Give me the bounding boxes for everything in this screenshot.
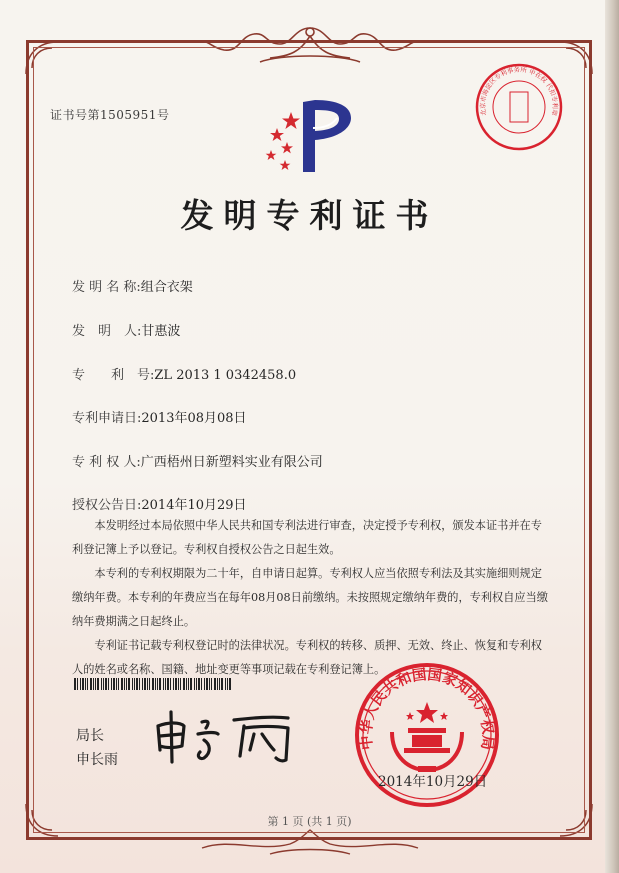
patent-office-logo-icon: [255, 98, 355, 176]
grant-date-field: [72, 494, 247, 513]
field-value: 广西梧州日新塑料实业有限公司: [140, 455, 323, 470]
signatory-block: [76, 724, 118, 772]
page-footer: 第 1 页 (共 1 页): [267, 815, 352, 828]
field-label: 发 明 名 称:: [72, 280, 141, 295]
field-label: 专 利 权 人:: [72, 455, 141, 470]
svg-text:北京市海淀区专利事务所 申在权 代扣专利章: [478, 65, 560, 118]
page-edge: [605, 0, 619, 873]
issue-date: 2014年10月29日: [378, 774, 488, 790]
agency-seal: [474, 62, 564, 152]
handwritten-signature: [148, 700, 308, 770]
paragraph: 本专利的专利权期限为二十年，自申请日起算。专利权人应当依照专利法及其实施细则规定缴纳年费。本专利的年费应当在每年08月08日前缴纳。未按照规定缴纳年费的，专利权自应当缴纳年费期满之日起终止。: [72, 567, 548, 628]
paragraph: 专利证书记载专利权登记时的法律状况。专利权的转移、质押、无效、终止、恢复和专利权人的姓名或名称、国籍、地址变更等事项记载在专利登记簿上。: [72, 639, 542, 676]
field-value: 甘惠波: [141, 324, 181, 339]
filing-date-field: [72, 407, 247, 426]
patent-number-field: [72, 364, 296, 383]
field-value: ZL 2013 1 0342458.0: [154, 368, 297, 383]
field-label: 发 明 人:: [72, 324, 142, 339]
field-label: 专 利 号:: [72, 368, 155, 383]
seal-text: 中华人民共和国国家知识产权局: [358, 667, 496, 751]
certificate-body: [72, 514, 550, 682]
paragraph: 本发明经过本局依照中华人民共和国专利法进行审查，决定授予专利权，颁发本证书并在专利登记簿上予以登记。专利权自授权公告之日起生效。: [72, 519, 542, 556]
invention-name-field: [72, 276, 193, 295]
field-label: 授权公告日:: [72, 498, 142, 513]
field-value: 组合衣架: [140, 280, 193, 295]
field-value: 2014年10月29日: [141, 498, 247, 513]
field-value: 2013年08月08日: [141, 411, 247, 426]
inventor-field: [72, 320, 180, 339]
signatory-title: 局长: [76, 728, 104, 744]
seal-text: 北京市海淀区专利事务所 申在权 代扣专利章: [478, 65, 560, 117]
field-label: 专利申请日:: [72, 411, 142, 426]
patentee-field: [72, 451, 323, 470]
page-title: 发明专利证书: [180, 196, 439, 235]
barcode: [74, 678, 234, 690]
signatory-name: 申长雨: [76, 752, 118, 768]
certificate-number: 证书号第1505951号: [50, 108, 170, 122]
